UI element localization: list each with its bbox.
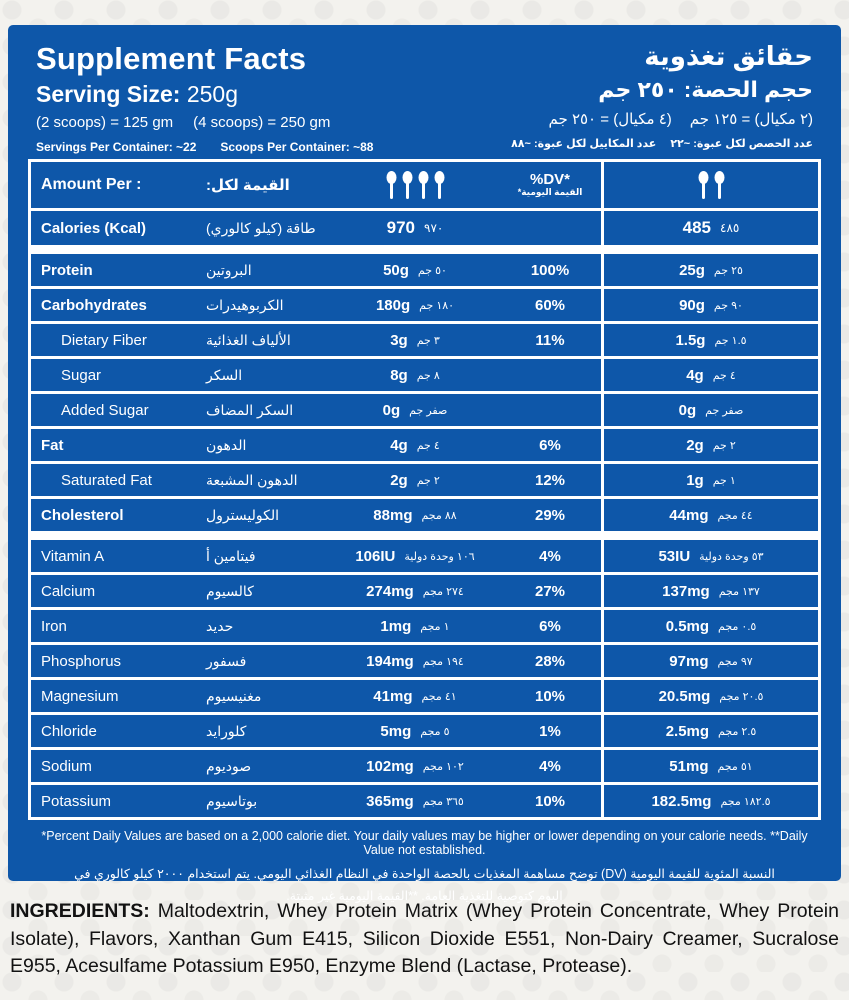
scoops-equivalents-en [36, 114, 373, 131]
daily-value-percent [499, 394, 601, 426]
amount2-value-en: 20.5mg [658, 687, 711, 705]
amount-value-ar: ١ مجم [420, 620, 450, 633]
ingredients-text: Maltodextrin, Whey Protein Matrix (Whey Protein Concentrate, Whey Protein Isolate), Flavors, Xanthan Gum E415, Silicon Dioxide E551, Non-Dairy Creamer, Sucralose E955, Acesulfame Potassium E950, Enzyme Blend (Lactase, Protease). [10, 900, 839, 978]
amount-per-4-scoops [331, 785, 499, 817]
amount2-value-en: 2g [686, 436, 704, 454]
amount2-value-ar: ٩٠ جم [713, 299, 743, 312]
nutrient-name-ar: الدهون [206, 436, 247, 453]
amount-per-4-scoops [331, 645, 499, 677]
amount-per-4-scoops [331, 540, 499, 572]
nutrient-name-ar: الدهون المشبعة [206, 471, 298, 488]
table-row [31, 575, 818, 607]
table-row [31, 359, 818, 391]
nutrient-name-en: Sodium [41, 757, 92, 775]
scoops-4-equiv-ar: (٤ مكيال) = ٢٥٠ جم [548, 111, 672, 128]
amount-value-ar: ٤ جم [416, 439, 440, 452]
amount-per-2-scoops [604, 499, 818, 531]
amount2-value-en: 44mg [669, 506, 709, 524]
daily-value-percent: 11% [535, 331, 565, 349]
amount-per-4-scoops [331, 289, 499, 321]
table-header-row [31, 162, 818, 208]
amount2-value-ar: ١٨٢.٥ مجم [720, 795, 771, 808]
amount-value-ar: ٩٧٠ [424, 221, 444, 235]
scoops-4-equiv-en: (4 scoops) = 250 gm [193, 114, 331, 131]
amount-value-ar: ١٩٤ مجم [422, 655, 464, 668]
nutrient-name-ar: بوتاسيوم [206, 792, 258, 809]
amount-per-4-scoops [331, 680, 499, 712]
table-row [31, 211, 818, 245]
nutrient-name-ar: كالسيوم [206, 582, 254, 599]
amount-per-2-scoops [604, 289, 818, 321]
amount-value-en: 4g [390, 436, 408, 454]
ingredients-label: INGREDIENTS: [10, 900, 150, 922]
amount2-value-ar: ٤٨٥ [720, 221, 740, 235]
amount-value-en: 102mg [366, 757, 414, 775]
amount-per-label-ar: القيمة لكل: [206, 177, 290, 194]
amount-per-2-scoops [604, 464, 818, 496]
amount-per-2-scoops [604, 324, 818, 356]
amount-per-4-scoops [331, 575, 499, 607]
nutrient-name-en: Phosphorus [41, 652, 122, 670]
amount2-value-ar: ٤٤ مجم [717, 509, 753, 522]
amount-value-ar: ٤١ مجم [421, 690, 457, 703]
daily-value-percent: 27% [534, 582, 566, 600]
amount-value-en: 50g [383, 261, 409, 279]
scoops-per-container-ar: عدد المكاييل لكل عبوة: ~٨٨ [511, 138, 657, 150]
nutrition-table [28, 159, 821, 820]
daily-value-percent: 12% [534, 471, 566, 489]
daily-value-percent: 10% [534, 792, 566, 810]
container-counts-ar [511, 137, 813, 150]
daily-value-percent: 29% [534, 506, 566, 524]
amount2-value-ar: ٢.٥ مجم [718, 725, 757, 738]
amount2-value-en: 485 [682, 218, 712, 237]
table-row [31, 289, 818, 321]
table-row [31, 715, 818, 747]
amount-value-ar: ٥٠ جم [417, 264, 447, 277]
scoops-2-equiv-en: (2 scoops) = 125 gm [36, 114, 174, 131]
nutrient-name-ar: البروتين [206, 261, 252, 278]
dv-label: %DV* [529, 171, 570, 189]
amount-value-en: 180g [375, 296, 411, 314]
title-en: Supplement Facts [36, 41, 307, 76]
amount-per-4-scoops [331, 750, 499, 782]
amount-value-ar: ٣ جم [416, 334, 440, 347]
header-arabic [511, 41, 813, 150]
amount-per-4-scoops [331, 499, 499, 531]
nutrient-name-ar: السكر المضاف [206, 401, 294, 418]
serving-size-label-en: Serving Size: [36, 81, 181, 107]
amount2-value-en: 0.5mg [665, 617, 710, 635]
nutrient-name-ar: الكربوهيدرات [206, 296, 284, 313]
amount-value-en: 41mg [373, 687, 413, 705]
table-row [31, 610, 818, 642]
serving-size-value-en: 250g [186, 81, 238, 107]
amount-per-4-scoops [331, 394, 499, 426]
nutrient-name-en: Calories (Kcal) [41, 219, 147, 237]
amount-value-en: 88mg [373, 506, 413, 524]
amount-per-2-scoops [604, 680, 818, 712]
nutrient-name-en: Cholesterol [41, 506, 124, 524]
amount-value-en: 1mg [380, 617, 412, 635]
nutrient-name-ar: طاقة (كيلو كالوري) [206, 219, 316, 236]
amount-per-2-scoops [604, 429, 818, 461]
nutrient-name-ar: فيتامين أ [206, 547, 256, 564]
daily-value-percent: 6% [539, 436, 561, 454]
amount-per-4-scoops [331, 324, 499, 356]
amount2-value-ar: ٠.٥ مجم [718, 620, 757, 633]
table-row [31, 750, 818, 782]
nutrient-name-en: Saturated Fat [61, 471, 152, 489]
amount-per-4-scoops [331, 715, 499, 747]
amount2-value-ar: ٢٥ جم [713, 264, 743, 277]
nutrient-name-en: Dietary Fiber [61, 331, 147, 349]
amount2-value-en: 4g [686, 366, 704, 384]
amount2-value-en: 53IU [658, 547, 691, 565]
amount-value-en: 3g [390, 331, 408, 349]
daily-value-percent: 60% [534, 296, 566, 314]
amount2-value-en: 182.5mg [651, 792, 712, 810]
amount-per-4-scoops [331, 211, 499, 245]
amount-value-ar: ٣٦٥ مجم [422, 795, 464, 808]
amount2-value-en: 1.5g [675, 331, 706, 349]
table-row [31, 680, 818, 712]
amount-per-2-scoops [604, 211, 818, 245]
amount2-value-ar: صفر جم [705, 404, 744, 417]
amount2-value-en: 97mg [669, 652, 709, 670]
amount2-value-ar: ١.٥ جم [714, 334, 747, 347]
amount-per-2-scoops [604, 750, 818, 782]
nutrient-name-ar: مغنيسيوم [206, 687, 262, 704]
amount-value-en: 106IU [355, 547, 396, 565]
nutrient-rows [31, 211, 818, 817]
ingredients-section [10, 898, 839, 981]
amount-per-4-scoops [331, 464, 499, 496]
nutrient-name-en: Vitamin A [41, 547, 105, 565]
nutrient-name-en: Calcium [41, 582, 96, 600]
nutrient-name-en: Magnesium [41, 687, 119, 705]
amount2-value-en: 25g [679, 261, 705, 279]
nutrient-name-en: Added Sugar [61, 401, 149, 419]
dv-sublabel-ar: القيمة اليومية* [517, 187, 583, 198]
amount-value-en: 970 [386, 218, 416, 237]
amount2-value-ar: ٢٠.٥ مجم [719, 690, 764, 703]
footnote-ar: النسبة المئوية للقيمة اليومية (DV) توضح مساهمة المغذيات بالحصة الواحدة في النظام الغذائي اليومي. يتم استخدام ٢٠٠٠ كيلو كالوري في اليوم كتوصية للتغذية العامة. **القيمة اليومية غير مثبتة. [74, 867, 775, 903]
amount-value-ar: ١٠٢ مجم [422, 760, 464, 773]
daily-value-percent [499, 211, 601, 245]
amount-value-ar: صفر جم [409, 404, 448, 417]
scoops-per-container-en: Scoops Per Container: ~88 [220, 140, 374, 154]
serving-size-en [36, 81, 373, 108]
nutrient-name-en: Carbohydrates [41, 296, 147, 314]
amount2-value-en: 51mg [669, 757, 709, 775]
amount-value-en: 8g [390, 366, 408, 384]
amount-per-label-en: Amount Per : [41, 176, 142, 193]
scoops-equivalents-ar [511, 110, 813, 128]
nutrient-name-en: Fat [41, 436, 64, 454]
supplement-facts-panel [8, 25, 841, 903]
amount2-value-en: 137mg [662, 582, 710, 600]
nutrient-name-ar: فسفور [206, 652, 247, 669]
amount-per-4-scoops [331, 429, 499, 461]
nutrient-name-ar: الكوليسترول [206, 506, 279, 523]
amount-value-en: 0g [382, 401, 401, 419]
nutrient-name-en: Protein [41, 261, 93, 279]
amount-value-en: 365mg [366, 792, 414, 810]
daily-value-percent: 100% [530, 261, 570, 279]
amount2-value-ar: ٩٧ مجم [717, 655, 753, 668]
daily-value-percent: 4% [539, 757, 561, 775]
nutrient-name-ar: صوديوم [206, 757, 252, 774]
serving-size-ar: حجم الحصة: ٢٥٠ جم [598, 77, 813, 102]
nutrient-name-ar: السكر [206, 366, 243, 383]
table-row [31, 540, 818, 572]
daily-value-percent [499, 359, 601, 391]
amount-value-ar: ٥ مجم [420, 725, 450, 738]
amount-value-ar: ٢٧٤ مجم [422, 585, 464, 598]
table-row [31, 429, 818, 461]
nutrient-name-en: Iron [41, 617, 67, 635]
amount-value-ar: ٨٨ مجم [421, 509, 457, 522]
daily-value-percent: 1% [539, 722, 561, 740]
amount2-value-ar: ٥١ مجم [717, 760, 753, 773]
footnotes [28, 820, 821, 908]
daily-value-header [518, 172, 583, 197]
table-row [31, 645, 818, 677]
amount-value-en: 274mg [366, 582, 414, 600]
amount2-value-en: 1g [686, 471, 704, 489]
table-row [31, 499, 818, 531]
table-row [31, 254, 818, 286]
nutrient-name-en: Sugar [61, 366, 102, 384]
amount2-value-en: 90g [679, 296, 705, 314]
amount-per-4-scoops [331, 359, 499, 391]
table-row [31, 464, 818, 496]
daily-value-percent: 10% [534, 687, 566, 705]
table-row [31, 394, 818, 426]
header-english [36, 41, 373, 154]
amount-per-4-scoops [331, 254, 499, 286]
amount2-value-ar: ١٣٧ مجم [718, 585, 760, 598]
daily-value-percent: 4% [539, 547, 561, 565]
amount-per-2-scoops [604, 785, 818, 817]
amount-per-2-scoops [604, 540, 818, 572]
nutrient-name-ar: كلورايد [206, 722, 247, 739]
daily-value-percent: 6% [539, 617, 561, 635]
amount2-value-en: 2.5mg [665, 722, 710, 740]
amount-value-ar: ١٠٦ وحدة دولية [404, 550, 475, 563]
amount-value-en: 2g [390, 471, 408, 489]
amount-value-ar: ١٨٠ جم [419, 299, 455, 312]
amount-per-2-scoops [604, 645, 818, 677]
amount2-value-ar: ١ جم [712, 474, 736, 487]
amount-per-2-scoops [604, 575, 818, 607]
amount2-value-ar: ٢ جم [712, 439, 736, 452]
title-ar: حقائق تغذوية [644, 41, 813, 71]
nutrient-name-en: Chloride [41, 722, 97, 740]
amount-per-2-scoops [604, 254, 818, 286]
daily-value-percent: 28% [534, 652, 566, 670]
servings-per-container-en: Servings Per Container: ~22 [36, 140, 197, 154]
amount2-value-ar: ٥٣ وحدة دولية [699, 550, 764, 563]
amount-per-2-scoops [604, 610, 818, 642]
table-row [31, 785, 818, 817]
amount-per-2-scoops [604, 394, 818, 426]
servings-per-container-ar: عدد الحصص لكل عبوة: ~٢٢ [670, 138, 813, 150]
table-row [31, 324, 818, 356]
amount-per-2-scoops [604, 715, 818, 747]
amount-value-en: 5mg [380, 722, 412, 740]
amount-value-ar: ٢ جم [416, 474, 440, 487]
4-spoons-icon [386, 171, 445, 199]
nutrient-name-en: Potassium [41, 792, 112, 810]
footnote-en: *Percent Daily Values are based on a 2,000 calorie diet. Your daily values may be higher or lower depending on your calorie needs. **Daily Value not established. [41, 829, 808, 857]
nutrient-name-ar: حديد [206, 617, 234, 634]
container-counts-en [36, 140, 373, 154]
amount-value-en: 194mg [366, 652, 414, 670]
scoops-2-equiv-ar: (٢ مكيال) = ١٢٥ جم [689, 111, 813, 128]
2-spoons-icon [698, 171, 725, 199]
panel-header [28, 41, 821, 157]
amount-per-4-scoops [331, 610, 499, 642]
amount-per-2-scoops [604, 359, 818, 391]
amount2-value-ar: ٤ جم [712, 369, 736, 382]
nutrient-name-ar: الألياف الغذائية [206, 331, 291, 348]
amount2-value-en: 0g [678, 401, 697, 419]
amount-value-ar: ٨ جم [416, 369, 440, 382]
